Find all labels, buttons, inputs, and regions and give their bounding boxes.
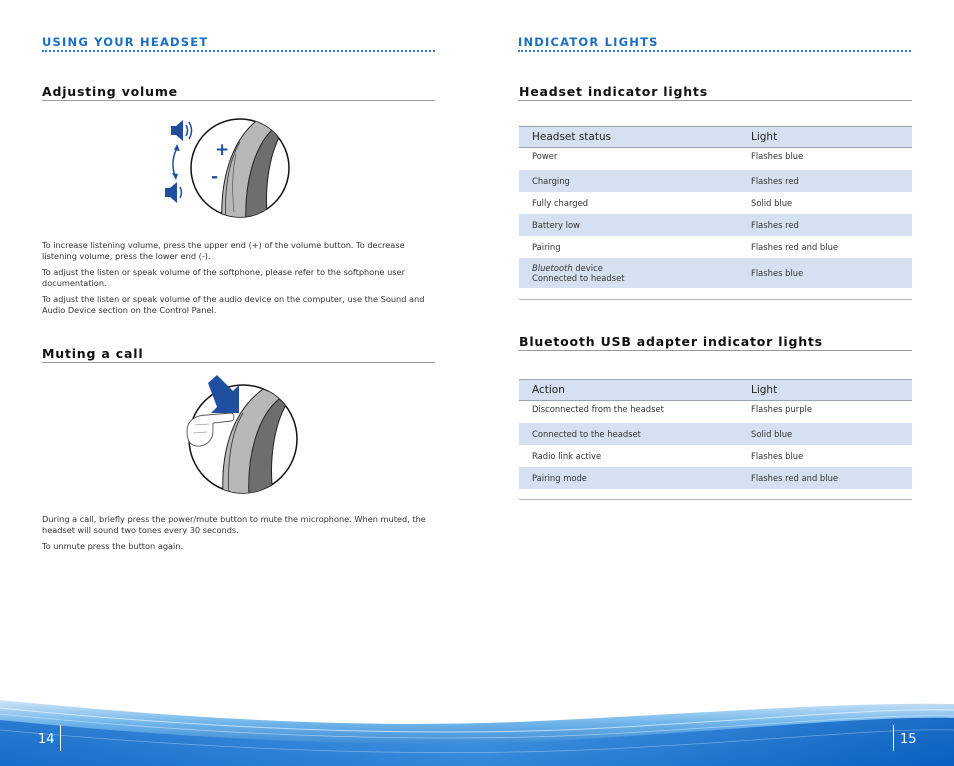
status-cell: Radio link active bbox=[532, 451, 602, 461]
light-cell: Solid blue bbox=[738, 423, 912, 445]
table-header-row bbox=[519, 127, 912, 148]
light-cell: Flashes red and blue bbox=[751, 242, 839, 252]
table-row bbox=[519, 214, 912, 236]
status-cell: Power bbox=[532, 151, 558, 161]
headset-title-rule bbox=[518, 100, 912, 101]
table-row bbox=[519, 445, 912, 467]
volume-paragraph-2: To adjust the listen or speak volume of the softphone, please refer to the softphone user documentation. bbox=[42, 267, 405, 288]
status-cell: Charging bbox=[519, 170, 738, 192]
table-row bbox=[519, 467, 912, 489]
headset-table-end-rule bbox=[519, 299, 912, 300]
footer-wave-band bbox=[0, 690, 954, 766]
adjusting-volume-title: Adjusting volume bbox=[42, 84, 178, 99]
table-row bbox=[519, 236, 912, 258]
section-divider-right bbox=[518, 50, 911, 52]
column-header-light: Light bbox=[738, 380, 912, 401]
status-cell: Disconnected from the headset bbox=[532, 404, 664, 414]
volume-minus-label: - bbox=[211, 167, 219, 187]
status-cell: Battery low bbox=[519, 214, 738, 236]
table-row bbox=[519, 423, 912, 445]
page-number-right-divider bbox=[893, 725, 894, 751]
page-number-right: 15 bbox=[900, 732, 917, 747]
light-cell: Flashes blue bbox=[738, 258, 912, 288]
table-row bbox=[519, 170, 912, 192]
status-cell: Fully charged bbox=[532, 198, 589, 208]
light-cell: Solid blue bbox=[751, 198, 793, 208]
muting-call-title: Muting a call bbox=[42, 346, 144, 361]
status-bluetooth-word: Bluetooth bbox=[532, 262, 573, 273]
table-header-row bbox=[519, 380, 912, 401]
light-cell: Flashes purple bbox=[751, 404, 812, 414]
status-cell: Pairing mode bbox=[519, 467, 738, 489]
column-header-light: Light bbox=[738, 127, 912, 148]
mute-title-rule bbox=[42, 362, 435, 363]
volume-paragraph-3: To adjust the listen or speak volume of the audio device on the computer, use the Sound and Audio Device section on the Control Panel. bbox=[42, 294, 425, 315]
light-cell: Flashes blue bbox=[751, 451, 804, 461]
section-divider-left bbox=[42, 50, 435, 52]
status-device-word: device bbox=[572, 262, 603, 273]
section-title-right: INDICATOR LIGHTS bbox=[518, 35, 659, 49]
volume-plus-label: + bbox=[215, 140, 230, 160]
adapter-title-rule bbox=[518, 350, 912, 351]
status-cell bbox=[519, 258, 738, 288]
volume-arrows-icon bbox=[172, 144, 180, 180]
section-title-left: USING YOUR HEADSET bbox=[42, 35, 209, 49]
mute-instructions bbox=[42, 514, 435, 558]
status-cell: Pairing bbox=[532, 242, 561, 252]
volume-instructions bbox=[42, 240, 435, 321]
light-cell: Flashes blue bbox=[751, 151, 804, 161]
volume-down-icon bbox=[165, 182, 182, 203]
mute-paragraph-2: To unmute press the button again. bbox=[42, 541, 184, 551]
light-cell: Flashes red bbox=[738, 170, 912, 192]
mute-illustration bbox=[183, 373, 298, 495]
light-cell: Flashes red and blue bbox=[738, 467, 912, 489]
light-cell: Flashes red bbox=[738, 214, 912, 236]
volume-paragraph-1: To increase listening volume, press the upper end (+) of the volume button. To decrease listening volume, press the lower end (-). bbox=[42, 240, 405, 261]
status-second-line: Connected to headset bbox=[532, 273, 625, 283]
table-row bbox=[519, 401, 912, 424]
headset-indicator-table bbox=[519, 126, 912, 288]
table-row bbox=[519, 258, 912, 288]
adapter-table-end-rule bbox=[519, 499, 912, 500]
mute-paragraph-1: During a call, briefly press the power/mute button to mute the microphone. When muted, the headset will sound two tones every 30 seconds. bbox=[42, 514, 426, 535]
volume-title-rule bbox=[42, 100, 435, 101]
page-number-left: 14 bbox=[38, 732, 55, 747]
page-number-left-divider bbox=[60, 725, 61, 751]
volume-up-icon bbox=[171, 120, 192, 141]
adapter-indicator-table bbox=[519, 379, 912, 489]
table-row bbox=[519, 148, 912, 171]
table-row bbox=[519, 192, 912, 214]
headset-indicator-title: Headset indicator lights bbox=[519, 84, 708, 99]
volume-illustration bbox=[160, 112, 295, 224]
status-cell: Connected to the headset bbox=[519, 423, 738, 445]
adapter-indicator-title: Bluetooth USB adapter indicator lights bbox=[519, 334, 823, 349]
column-header-action: Action bbox=[519, 380, 738, 401]
column-header-status: Headset status bbox=[519, 127, 738, 148]
